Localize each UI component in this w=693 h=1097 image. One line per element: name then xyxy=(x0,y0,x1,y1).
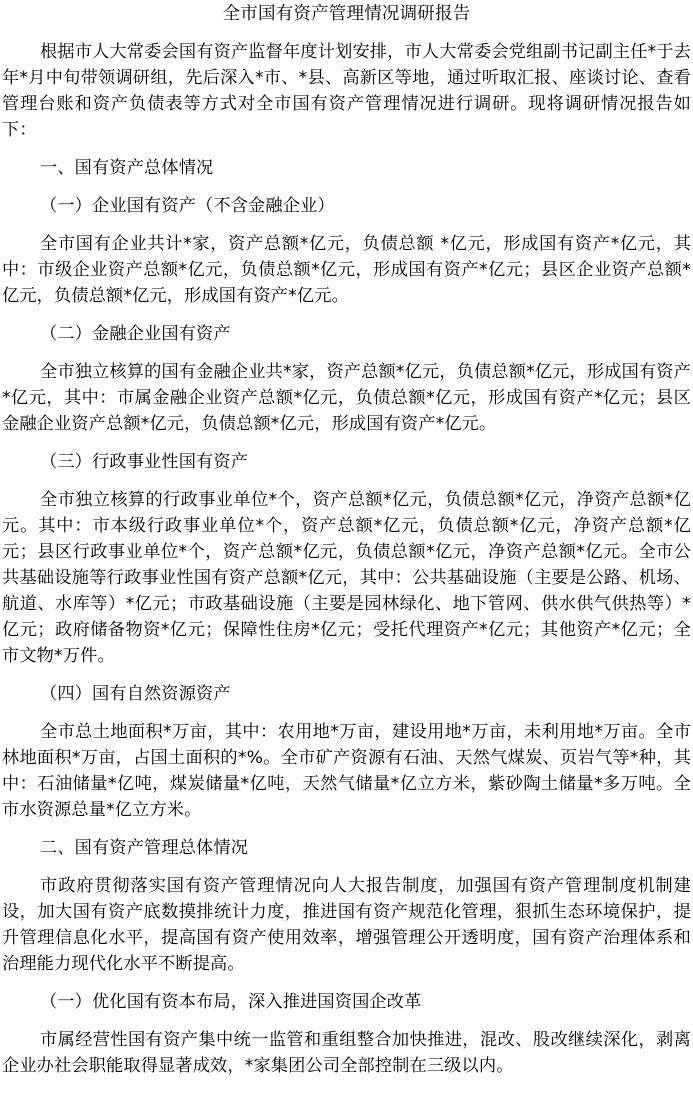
spacer xyxy=(0,669,693,681)
administrative-assets-paragraph: 全市独立核算的行政事业单位*个，资产总额*亿元，负债总额*亿元，净资产总额*亿元。其中：市本级行政事业单位*个，资产总额*亿元，负债总额*亿元，净资产总额*亿元；县区行政事业单位*个，资产总额*亿元，负债总额*亿元，净资产总额*亿元。全市公共基础设施等行政事业性国有资产总额*亿元，其中：公共基础设施（主要是公路、机场、航道、水库等）*亿元；市政基础设施（主要是园林绿化、地下管网、供水供气供热等）*亿元；政府储备物资*亿元；保障性住房*亿元；受托代理资产*亿元；其他资产*亿元；全市文物*万件。 xyxy=(2,490,691,666)
subsection-heading-administrative-assets: （三）行政事业性国有资产 xyxy=(40,452,249,472)
spacer xyxy=(0,143,693,155)
enterprise-assets-paragraph: 全市国有企业共计*家，资产总额*亿元，负债总额 *亿元，形成国有资产*亿元，其中：市级企业资产总额*亿元，负债总额*亿元，形成国有资产*亿元；县区企业资产总额*亿元，负债总额*亿元，形成国有资产*亿元。 xyxy=(2,234,691,306)
document-title: 全市国有资产管理情况调研报告 xyxy=(222,4,471,24)
financial-assets-paragraph: 全市独立核算的国有金融企业共*家，资产总额*亿元，负债总额*亿元，形成国有资产*亿元，其中：市属金融企业资产总额*亿元，负债总额*亿元，形成国有资产*亿元；县区金融企业资产总额*亿元，负债总额*亿元，形成国有资产*亿元。 xyxy=(2,362,691,434)
spacer xyxy=(0,437,693,449)
subsection-heading-natural-resources: （四）国有自然资源资产 xyxy=(40,684,231,704)
spacer xyxy=(0,309,693,321)
subsection-heading-optimize-layout: （一）优化国有资本布局，深入推进国资国企改革 xyxy=(40,992,422,1012)
spacer xyxy=(0,977,693,989)
spacer xyxy=(0,26,693,39)
spacer xyxy=(0,1015,693,1027)
spacer xyxy=(0,475,693,487)
subsection-heading-financial-assets: （二）金融企业国有资产 xyxy=(40,324,231,344)
spacer xyxy=(0,219,693,231)
subsection-heading-enterprise-assets: （一）企业国有资产（不含金融企业） xyxy=(40,196,335,216)
natural-resources-paragraph: 全市总土地面积*万亩，其中：农用地*万亩，建设用地*万亩，未利用地*万亩。全市林地面积*万亩，占国土面积的*%。全市矿产资源有石油、天然气煤炭、页岩气等*种，其中：石油储量*亿吨，煤炭储量*亿吨，天然气储量*亿立方米，紫砂陶土储量*多万吨。全市水资源总量*亿立方米。 xyxy=(2,722,691,820)
intro-paragraph: 根据市人大常委会国有资产监督年度计划安排，市人大常委会党组副书记副主任*于去年*月中旬带领调研组，先后深入*市、*县、高新区等地，通过听取汇报、座谈讨论、查看管理台账和资产负债表等方式对全市国有资产管理情况进行调研。现将调研情况报告如下： xyxy=(2,42,692,140)
spacer xyxy=(0,861,693,873)
spacer xyxy=(0,707,693,719)
spacer xyxy=(0,181,693,193)
section-heading-overall-assets: 一、国有资产总体情况 xyxy=(40,158,214,178)
optimize-layout-paragraph: 市属经营性国有资产集中统一监管和重组整合加快推进，混改、股改继续深化，剥离企业办社会职能取得显著成效，*家集团公司全部控制在三级以内。 xyxy=(2,1030,691,1076)
section-heading-management-overview: 二、国有资产管理总体情况 xyxy=(40,838,249,858)
management-overview-paragraph: 市政府贯彻落实国有资产管理情况向人大报告制度，加强国有资产管理制度机制建设，加大国有资产底数摸排统计力度，推进国有资产规范化管理，狠抓生态环境保护，提升管理信息化水平，提高国有资产使用效率，增强管理公开透明度，国有资产治理体系和治理能力现代化水平不断提高。 xyxy=(2,876,691,974)
spacer xyxy=(0,347,693,359)
spacer xyxy=(0,823,693,835)
